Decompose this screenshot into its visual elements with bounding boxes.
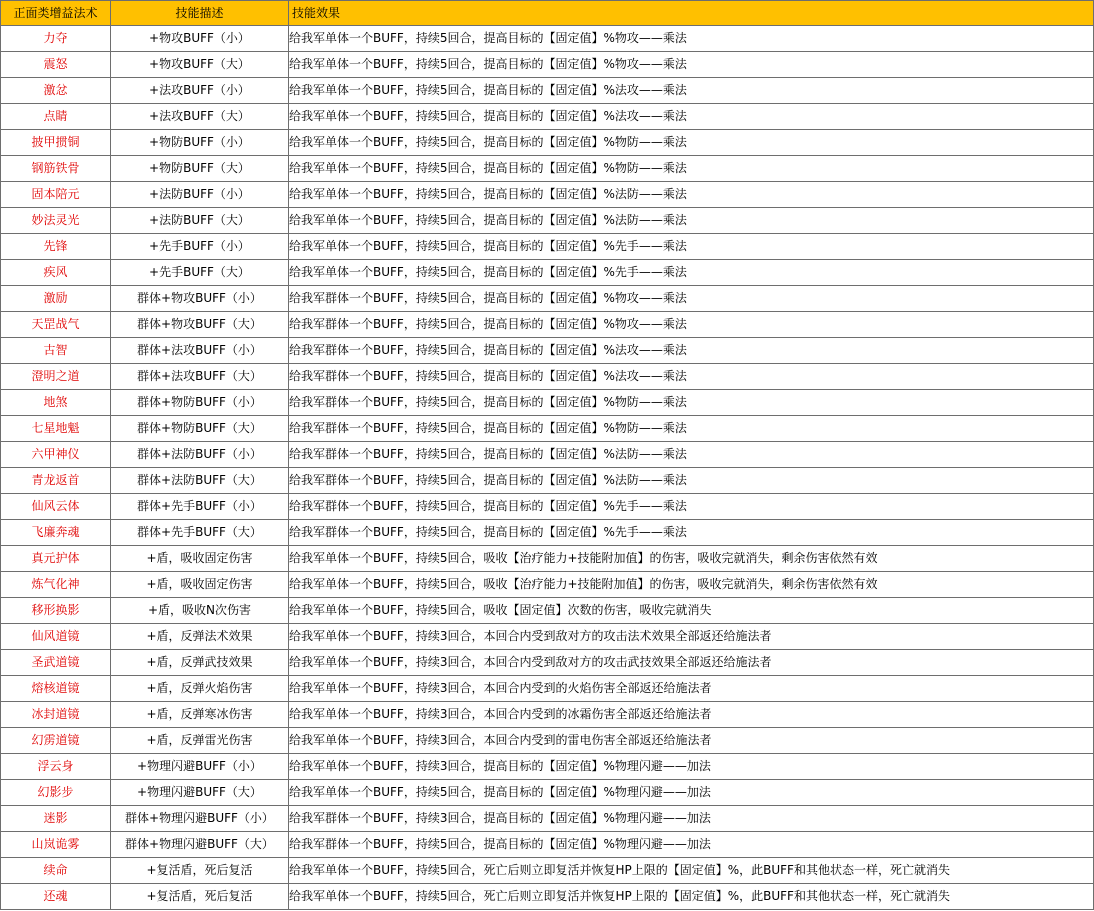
table-row: [1, 468, 1094, 494]
skill-description-cell: +盾，反弹寒冰伤害: [111, 702, 289, 728]
skill-name-cell: 青龙返首: [1, 468, 111, 494]
skill-name-cell: 飞廉奔魂: [1, 520, 111, 546]
skill-name-cell: 地煞: [1, 390, 111, 416]
skill-effect-cell: 给我军群体一个BUFF，持续5回合，提高目标的【固定值】%物防——乘法: [289, 416, 1094, 442]
skill-effect-cell: 给我军群体一个BUFF，持续5回合，提高目标的【固定值】%物防——乘法: [289, 390, 1094, 416]
table-row: [1, 728, 1094, 754]
skill-description-cell: +物攻BUFF（大）: [111, 52, 289, 78]
skill-description-cell: +物防BUFF（小）: [111, 130, 289, 156]
table-row: [1, 338, 1094, 364]
table-row: [1, 52, 1094, 78]
skill-description-cell: +物攻BUFF（小）: [111, 26, 289, 52]
skill-description-cell: +物防BUFF（大）: [111, 156, 289, 182]
skill-effect-cell: 给我军单体一个BUFF，持续3回合，本回合内受到敌对方的攻击武技效果全部返还给施法者: [289, 650, 1094, 676]
header-skill-name: 正面类增益法术: [1, 1, 111, 26]
skill-effect-cell: 给我军群体一个BUFF，持续5回合，提高目标的【固定值】%先手——乘法: [289, 520, 1094, 546]
header-skill-effect: 技能效果: [289, 1, 1094, 26]
table-row: [1, 754, 1094, 780]
table-row: [1, 442, 1094, 468]
skill-description-cell: +物理闪避BUFF（小）: [111, 754, 289, 780]
skill-name-cell: 迷影: [1, 806, 111, 832]
skill-name-cell: 激励: [1, 286, 111, 312]
skill-name-cell: 妙法灵光: [1, 208, 111, 234]
table-row: [1, 520, 1094, 546]
skill-name-cell: 浮云身: [1, 754, 111, 780]
table-row: [1, 832, 1094, 858]
header-row: [1, 1, 1094, 26]
skill-description-cell: +盾，反弹武技效果: [111, 650, 289, 676]
skill-effect-cell: 给我军群体一个BUFF，持续5回合，提高目标的【固定值】%先手——乘法: [289, 494, 1094, 520]
skill-name-cell: 疾风: [1, 260, 111, 286]
skill-effect-cell: 给我军单体一个BUFF，持续5回合，提高目标的【固定值】%法防——乘法: [289, 182, 1094, 208]
skill-name-cell: 先锋: [1, 234, 111, 260]
skill-effect-cell: 给我军群体一个BUFF，持续5回合，提高目标的【固定值】%物攻——乘法: [289, 312, 1094, 338]
skill-name-cell: 六甲神仪: [1, 442, 111, 468]
skill-description-cell: +盾，反弹雷光伤害: [111, 728, 289, 754]
table-row: [1, 572, 1094, 598]
table-row: [1, 806, 1094, 832]
skill-effect-cell: 给我军群体一个BUFF，持续5回合，提高目标的【固定值】%物攻——乘法: [289, 286, 1094, 312]
skill-effect-cell: 给我军群体一个BUFF，持续5回合，提高目标的【固定值】%法攻——乘法: [289, 338, 1094, 364]
skill-effect-cell: 给我军单体一个BUFF，持续5回合，提高目标的【固定值】%物攻——乘法: [289, 26, 1094, 52]
skill-effect-cell: 给我军单体一个BUFF，持续3回合，本回合内受到的冰霜伤害全部返还给施法者: [289, 702, 1094, 728]
skill-description-cell: 群体+物防BUFF（小）: [111, 390, 289, 416]
skill-effect-cell: 给我军群体一个BUFF，持续5回合，提高目标的【固定值】%法防——乘法: [289, 468, 1094, 494]
table-row: [1, 182, 1094, 208]
skill-description-cell: +复活盾，死后复活: [111, 884, 289, 910]
skill-description-cell: 群体+法防BUFF（大）: [111, 468, 289, 494]
skill-name-cell: 固本陪元: [1, 182, 111, 208]
skill-name-cell: 熔核道镜: [1, 676, 111, 702]
skill-effect-cell: 给我军单体一个BUFF，持续5回合，吸收【治疗能力+技能附加值】的伤害，吸收完就消失，剩余伤害依然有效: [289, 572, 1094, 598]
skill-name-cell: 古智: [1, 338, 111, 364]
table-row: [1, 286, 1094, 312]
skill-description-cell: 群体+物理闪避BUFF（大）: [111, 832, 289, 858]
skill-description-cell: 群体+物防BUFF（大）: [111, 416, 289, 442]
skill-description-cell: +盾，吸收固定伤害: [111, 546, 289, 572]
skill-description-cell: +物理闪避BUFF（大）: [111, 780, 289, 806]
skill-effect-cell: 给我军单体一个BUFF，持续5回合，提高目标的【固定值】%物攻——乘法: [289, 52, 1094, 78]
skill-effect-cell: 给我军群体一个BUFF，持续5回合，提高目标的【固定值】%法防——乘法: [289, 442, 1094, 468]
table-row: [1, 416, 1094, 442]
skill-effect-cell: 给我军群体一个BUFF，持续5回合，提高目标的【固定值】%法攻——乘法: [289, 364, 1094, 390]
skill-description-cell: +盾，反弹火焰伤害: [111, 676, 289, 702]
skill-name-cell: 仙风道镜: [1, 624, 111, 650]
table-row: [1, 624, 1094, 650]
header-skill-description: 技能描述: [111, 1, 289, 26]
skill-name-cell: 幻雳道镜: [1, 728, 111, 754]
skill-effect-cell: 给我军群体一个BUFF，持续3回合，提高目标的【固定值】%物理闪避——加法: [289, 806, 1094, 832]
skill-description-cell: +盾，吸收N次伤害: [111, 598, 289, 624]
skill-effect-cell: 给我军单体一个BUFF，持续3回合，提高目标的【固定值】%物理闪避——加法: [289, 754, 1094, 780]
skill-name-cell: 力夺: [1, 26, 111, 52]
table-row: [1, 598, 1094, 624]
table-row: [1, 312, 1094, 338]
table-row: [1, 104, 1094, 130]
skill-effect-cell: 给我军单体一个BUFF，持续5回合，提高目标的【固定值】%物防——乘法: [289, 156, 1094, 182]
skill-name-cell: 山岚诡雾: [1, 832, 111, 858]
table-row: [1, 364, 1094, 390]
table-row: [1, 884, 1094, 910]
skill-description-cell: +先手BUFF（小）: [111, 234, 289, 260]
skill-description-cell: +法攻BUFF（小）: [111, 78, 289, 104]
skill-effect-cell: 给我军单体一个BUFF，持续5回合，吸收【治疗能力+技能附加值】的伤害，吸收完就消失，剩余伤害依然有效: [289, 546, 1094, 572]
skill-name-cell: 圣武道镜: [1, 650, 111, 676]
skill-name-cell: 七星地魁: [1, 416, 111, 442]
skill-description-cell: +盾，反弹法术效果: [111, 624, 289, 650]
table-row: [1, 234, 1094, 260]
skill-name-cell: 点睛: [1, 104, 111, 130]
skill-description-cell: +法防BUFF（小）: [111, 182, 289, 208]
table-row: [1, 26, 1094, 52]
skill-effect-cell: 给我军单体一个BUFF，持续3回合，本回合内受到的火焰伤害全部返还给施法者: [289, 676, 1094, 702]
skill-name-cell: 续命: [1, 858, 111, 884]
table-row: [1, 208, 1094, 234]
skill-name-cell: 还魂: [1, 884, 111, 910]
skill-description-cell: +法攻BUFF（大）: [111, 104, 289, 130]
skill-effect-cell: 给我军单体一个BUFF，持续3回合，本回合内受到敌对方的攻击法术效果全部返还给施法者: [289, 624, 1094, 650]
skill-name-cell: 移形换影: [1, 598, 111, 624]
skill-description-cell: 群体+先手BUFF（小）: [111, 494, 289, 520]
skill-effect-cell: 给我军单体一个BUFF，持续5回合，吸收【固定值】次数的伤害，吸收完就消失: [289, 598, 1094, 624]
skill-description-cell: +盾，吸收固定伤害: [111, 572, 289, 598]
table-row: [1, 260, 1094, 286]
skill-name-cell: 冰封道镜: [1, 702, 111, 728]
table-row: [1, 650, 1094, 676]
table-row: [1, 156, 1094, 182]
skill-name-cell: 激忿: [1, 78, 111, 104]
skill-description-cell: +先手BUFF（大）: [111, 260, 289, 286]
table-row: [1, 858, 1094, 884]
skill-effect-cell: 给我军单体一个BUFF，持续5回合，提高目标的【固定值】%物防——乘法: [289, 130, 1094, 156]
skill-name-cell: 披甲掼铜: [1, 130, 111, 156]
skill-description-cell: +复活盾，死后复活: [111, 858, 289, 884]
skill-effect-cell: 给我军单体一个BUFF，持续3回合，本回合内受到的雷电伤害全部返还给施法者: [289, 728, 1094, 754]
skill-name-cell: 炼气化神: [1, 572, 111, 598]
skill-description-cell: 群体+物攻BUFF（大）: [111, 312, 289, 338]
table-row: [1, 702, 1094, 728]
skill-effect-cell: 给我军群体一个BUFF，持续5回合，提高目标的【固定值】%物理闪避——加法: [289, 832, 1094, 858]
skill-effect-cell: 给我军单体一个BUFF，持续5回合，死亡后则立即复活并恢复HP上限的【固定值】%，此BUFF和其他状态一样，死亡就消失: [289, 884, 1094, 910]
skill-description-cell: 群体+先手BUFF（大）: [111, 520, 289, 546]
skill-name-cell: 澄明之道: [1, 364, 111, 390]
skill-name-cell: 震怒: [1, 52, 111, 78]
table-row: [1, 546, 1094, 572]
skill-name-cell: 幻影步: [1, 780, 111, 806]
skill-effect-cell: 给我军单体一个BUFF，持续5回合，死亡后则立即复活并恢复HP上限的【固定值】%，此BUFF和其他状态一样，死亡就消失: [289, 858, 1094, 884]
skill-name-cell: 钢筋铁骨: [1, 156, 111, 182]
skill-description-cell: 群体+物理闪避BUFF（小）: [111, 806, 289, 832]
table-row: [1, 676, 1094, 702]
skill-effect-cell: 给我军单体一个BUFF，持续5回合，提高目标的【固定值】%先手——乘法: [289, 234, 1094, 260]
skill-effect-cell: 给我军单体一个BUFF，持续5回合，提高目标的【固定值】%法防——乘法: [289, 208, 1094, 234]
skill-effect-cell: 给我军单体一个BUFF，持续5回合，提高目标的【固定值】%法攻——乘法: [289, 78, 1094, 104]
table-row: [1, 78, 1094, 104]
skill-effect-cell: 给我军单体一个BUFF，持续5回合，提高目标的【固定值】%物理闪避——加法: [289, 780, 1094, 806]
skill-name-cell: 仙风云体: [1, 494, 111, 520]
skill-effect-cell: 给我军单体一个BUFF，持续5回合，提高目标的【固定值】%法攻——乘法: [289, 104, 1094, 130]
table-row: [1, 130, 1094, 156]
skill-description-cell: 群体+物攻BUFF（小）: [111, 286, 289, 312]
skill-name-cell: 天罡战气: [1, 312, 111, 338]
table-row: [1, 390, 1094, 416]
skill-description-cell: 群体+法攻BUFF（小）: [111, 338, 289, 364]
skill-description-cell: 群体+法攻BUFF（大）: [111, 364, 289, 390]
skill-effect-cell: 给我军单体一个BUFF，持续5回合，提高目标的【固定值】%先手——乘法: [289, 260, 1094, 286]
skill-name-cell: 真元护体: [1, 546, 111, 572]
table-row: [1, 780, 1094, 806]
table-row: [1, 494, 1094, 520]
skill-description-cell: 群体+法防BUFF（小）: [111, 442, 289, 468]
skill-description-cell: +法防BUFF（大）: [111, 208, 289, 234]
